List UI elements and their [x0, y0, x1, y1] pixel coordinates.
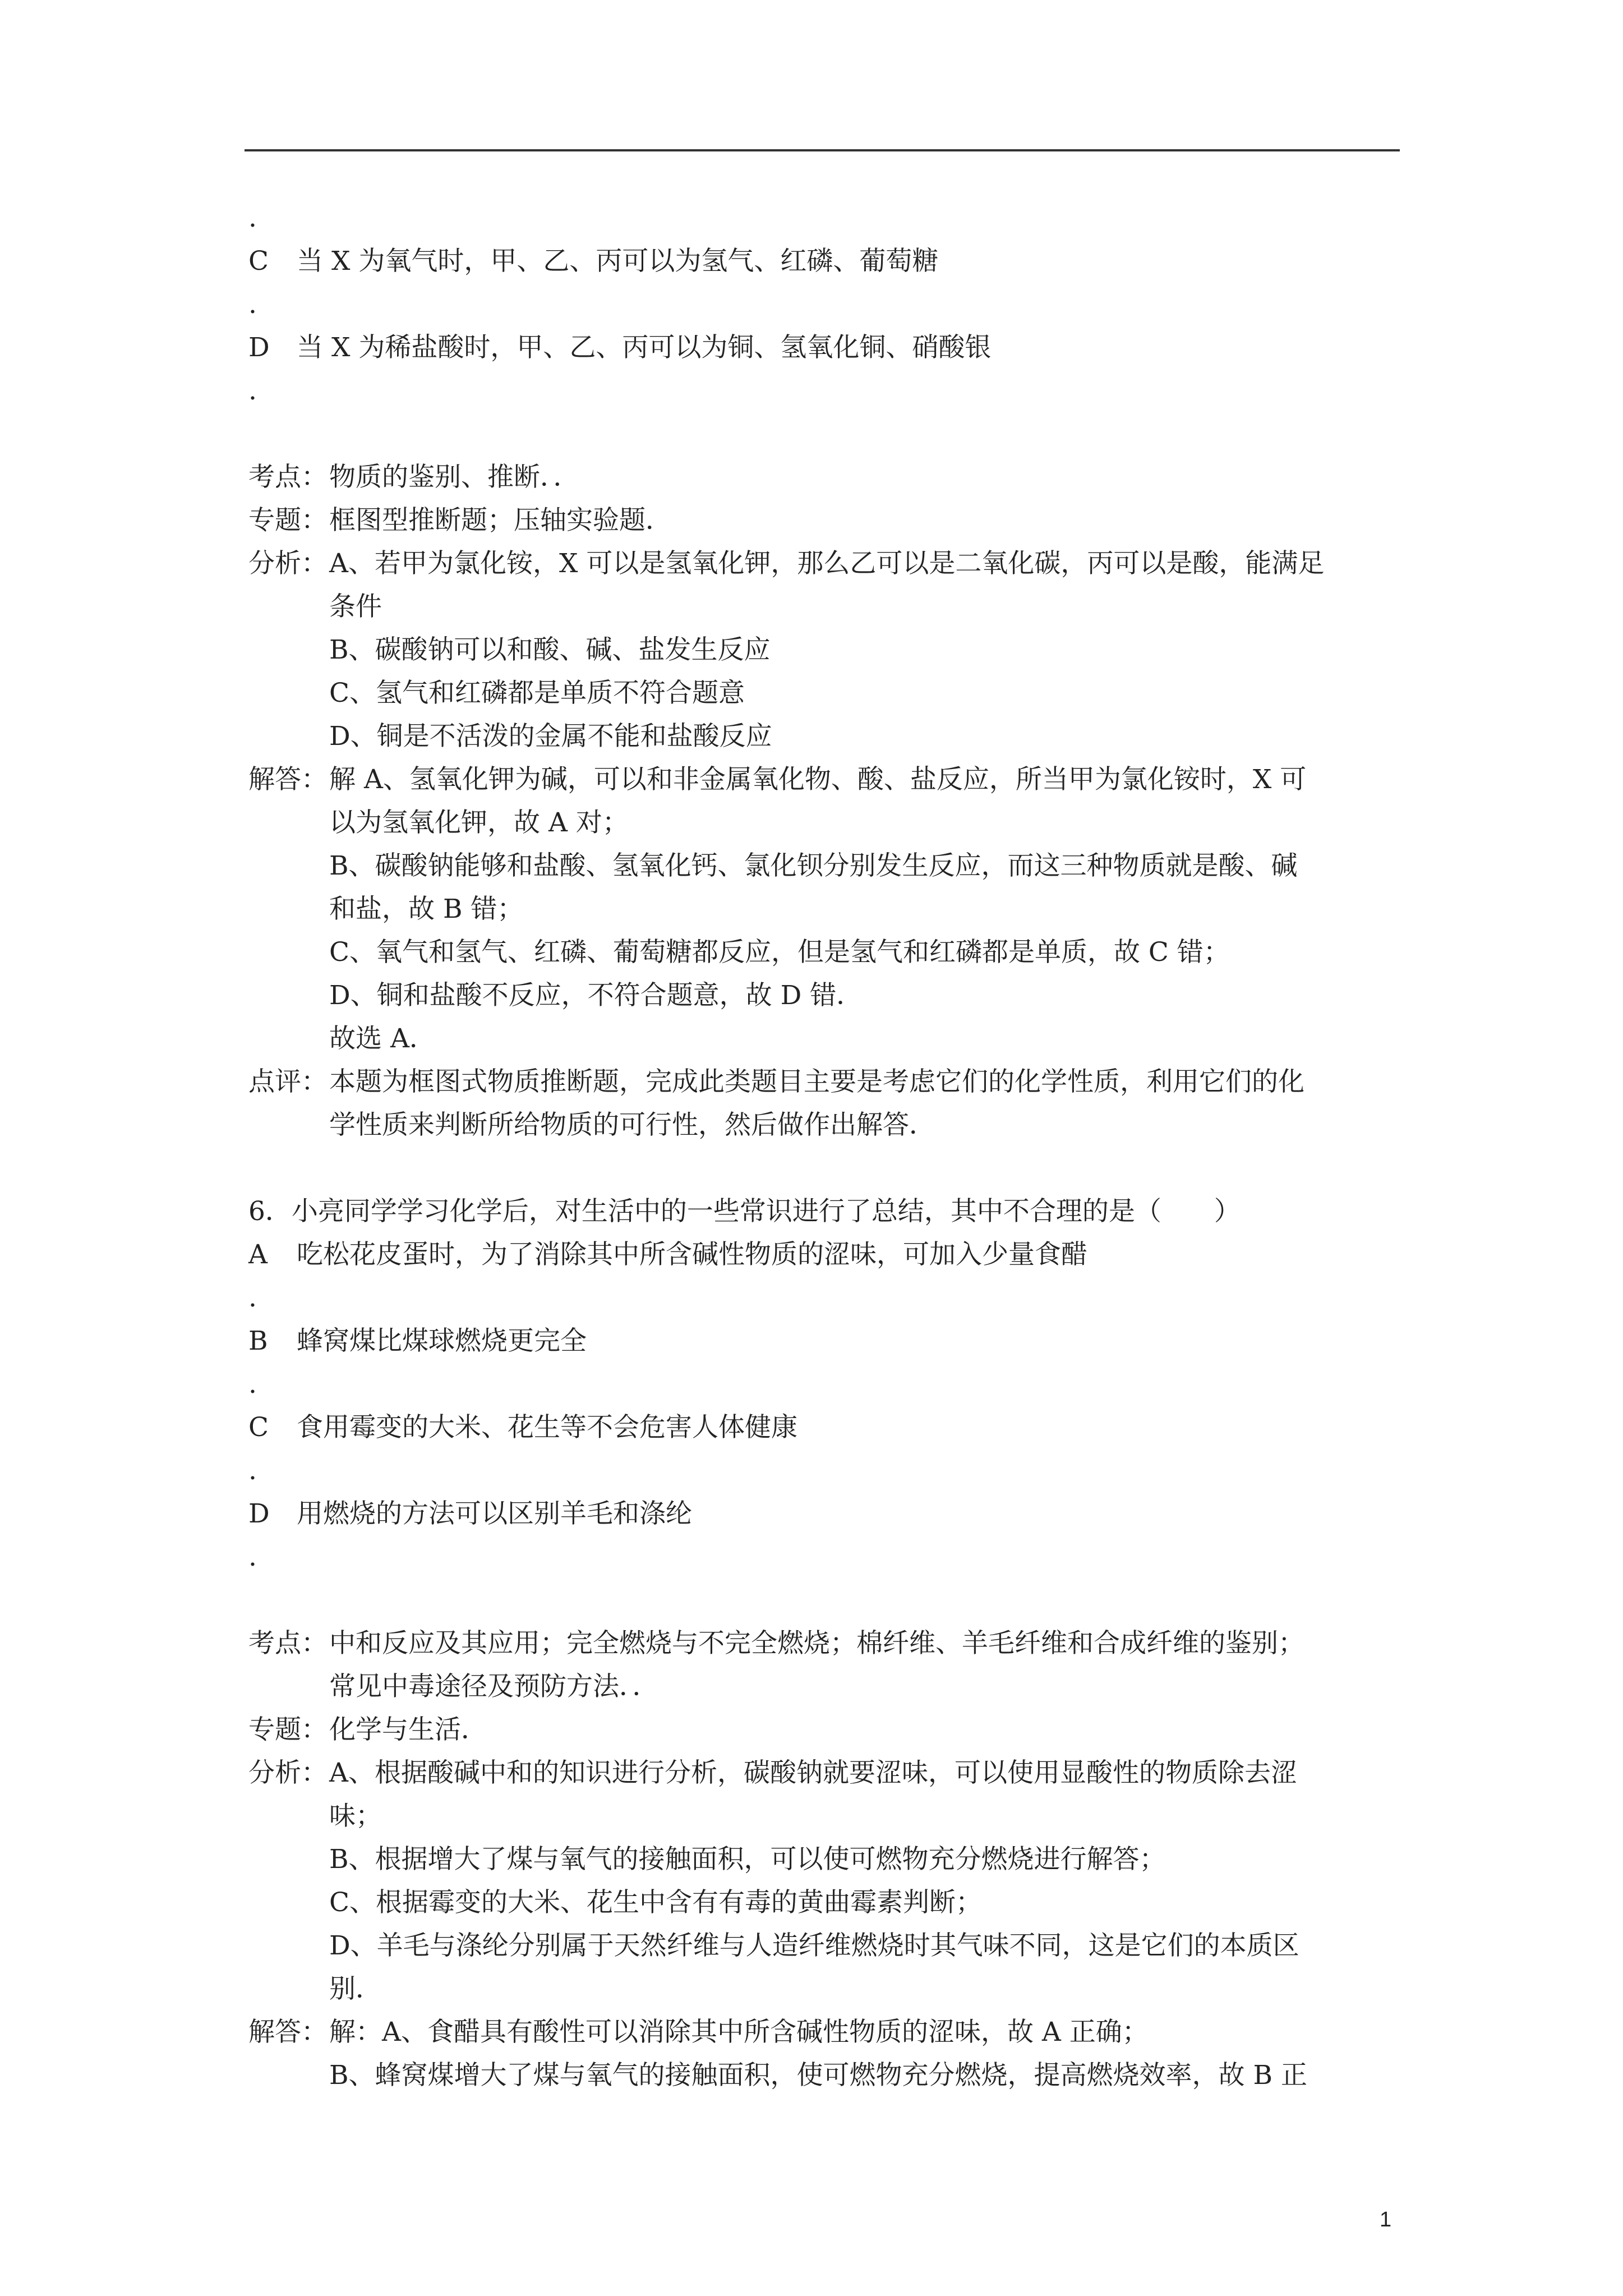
option-text: 用燃烧的方法可以区别羊毛和涤纶 — [297, 1498, 692, 1529]
section-label: 解答： — [248, 2017, 328, 2047]
section-label: 点评： — [248, 1066, 328, 1097]
section-line: A、若甲为氯化铵，X 可以是氢氧化钾，那么乙可以是二氧化碳，丙可以是酸，能满足 — [329, 548, 1325, 579]
section-zhuanti — [248, 1708, 1404, 1751]
section-kaodian — [248, 1622, 1404, 1708]
option-d — [248, 326, 1404, 369]
section-line: 别． — [329, 1973, 382, 2004]
section-label: 考点： — [248, 1628, 328, 1659]
document-body — [248, 196, 1404, 2097]
option-separator: . — [248, 1455, 257, 1486]
option-letter: B — [248, 1326, 268, 1356]
option-c — [248, 240, 1404, 283]
section-line: 和盐，故 B 错； — [329, 894, 524, 924]
option-text: 吃松花皮蛋时，为了消除其中所含碱性物质的涩味，可加入少量食醋 — [297, 1239, 1087, 1270]
option-separator: . — [248, 1282, 257, 1313]
option-separator: . — [248, 203, 257, 233]
section-label: 分析： — [248, 1757, 328, 1788]
section-label: 分析： — [248, 548, 328, 579]
section-line: D、铜是不活泼的金属不能和盐酸反应 — [329, 721, 772, 752]
section-line: B、根据增大了煤与氧气的接触面积，可以使可燃物充分燃烧进行解答； — [329, 1844, 1166, 1875]
header-rule — [245, 149, 1400, 151]
section-line: 本题为框图式物质推断题，完成此类题目主要是考虑它们的化学性质，利用它们的化 — [329, 1066, 1304, 1097]
option-separator: . — [248, 1369, 257, 1400]
option-text: 蜂窝煤比煤球燃烧更完全 — [297, 1326, 587, 1356]
section-line: 解 A、氢氧化钾为碱，可以和非金属氧化物、酸、盐反应，所当甲为氯化铵时，X 可 — [329, 764, 1307, 795]
option-letter: C — [248, 246, 269, 277]
section-line: B、碳酸钠能够和盐酸、氢氧化钙、氯化钡分别发生反应，而这三种物质就是酸、碱 — [329, 850, 1298, 881]
option-separator: . — [248, 375, 257, 406]
section-label: 考点： — [248, 462, 328, 493]
section-line: 学性质来判断所给物质的可行性，然后做作出解答． — [329, 1110, 935, 1140]
section-label: 专题： — [248, 505, 328, 536]
section-fenxi — [248, 1751, 1404, 2010]
option-a — [248, 1233, 1404, 1276]
option-letter: D — [248, 332, 270, 363]
option-d — [248, 1492, 1404, 1535]
section-jieda — [248, 758, 1404, 1060]
section-line: C、氢气和红磷都是单质不符合题意 — [329, 678, 745, 708]
section-zhuanti — [248, 499, 1404, 542]
section-line: D、铜和盐酸不反应，不符合题意，故 D 错． — [329, 980, 863, 1011]
option-letter: C — [248, 1412, 269, 1443]
section-line: C、氧气和氢气、红磷、葡萄糖都反应，但是氢气和红磷都是单质，故 C 错； — [329, 937, 1230, 968]
section-dianping — [248, 1060, 1404, 1147]
section-line: 物质的鉴别、推断．． — [329, 462, 580, 493]
option-letter: D — [248, 1498, 270, 1529]
option-c — [248, 1406, 1404, 1449]
question-6-stem: 6．小亮同学学习化学后，对生活中的一些常识进行了总结，其中不合理的是（ ） — [248, 1196, 1241, 1227]
section-line: 解：A、食醋具有酸性可以消除其中所含碱性物质的涩味，故 A 正确； — [329, 2017, 1149, 2047]
section-label: 解答： — [248, 764, 328, 795]
section-line: 故选 A． — [329, 1023, 436, 1054]
section-line: 味； — [329, 1801, 382, 1832]
option-separator: . — [248, 1542, 257, 1572]
section-label: 专题： — [248, 1714, 328, 1745]
section-line: B、蜂窝煤增大了煤与氧气的接触面积，使可燃物充分燃烧，提高燃烧效率，故 B 正 — [329, 2060, 1307, 2091]
option-b — [248, 1319, 1404, 1363]
section-jieda — [248, 2010, 1404, 2097]
section-kaodian — [248, 455, 1404, 499]
section-line: 框图型推断题；压轴实验题． — [329, 505, 672, 536]
section-line: 常见中毒途径及预防方法．． — [329, 1671, 659, 1702]
option-text: 当 X 为氧气时，甲、乙、丙可以为氢气、红磷、葡萄糖 — [297, 246, 939, 277]
page-number: 1 — [1380, 2208, 1392, 2231]
section-line: B、碳酸钠可以和酸、碱、盐发生反应 — [329, 634, 771, 665]
section-line: 化学与生活． — [329, 1714, 487, 1745]
section-line: D、羊毛与涤纶分别属于天然纤维与人造纤维燃烧时其气味不同，这是它们的本质区 — [329, 1930, 1299, 1961]
section-line: A、根据酸碱中和的知识进行分析，碳酸钠就要涩味，可以使用显酸性的物质除去涩 — [329, 1757, 1297, 1788]
section-fenxi — [248, 542, 1404, 758]
section-line: 中和反应及其应用；完全燃烧与不完全燃烧；棉纤维、羊毛纤维和合成纤维的鉴别； — [329, 1628, 1304, 1659]
option-text: 当 X 为稀盐酸时，甲、乙、丙可以为铜、氢氧化铜、硝酸银 — [297, 332, 992, 363]
section-line: 以为氢氧化钾，故 A 对； — [329, 807, 629, 838]
option-letter: A — [248, 1239, 268, 1270]
section-line: 条件 — [329, 591, 382, 622]
option-text: 食用霉变的大米、花生等不会危害人体健康 — [297, 1412, 797, 1443]
section-line: C、根据霉变的大米、花生中含有有毒的黄曲霉素判断； — [329, 1887, 982, 1918]
option-separator: . — [248, 289, 257, 320]
